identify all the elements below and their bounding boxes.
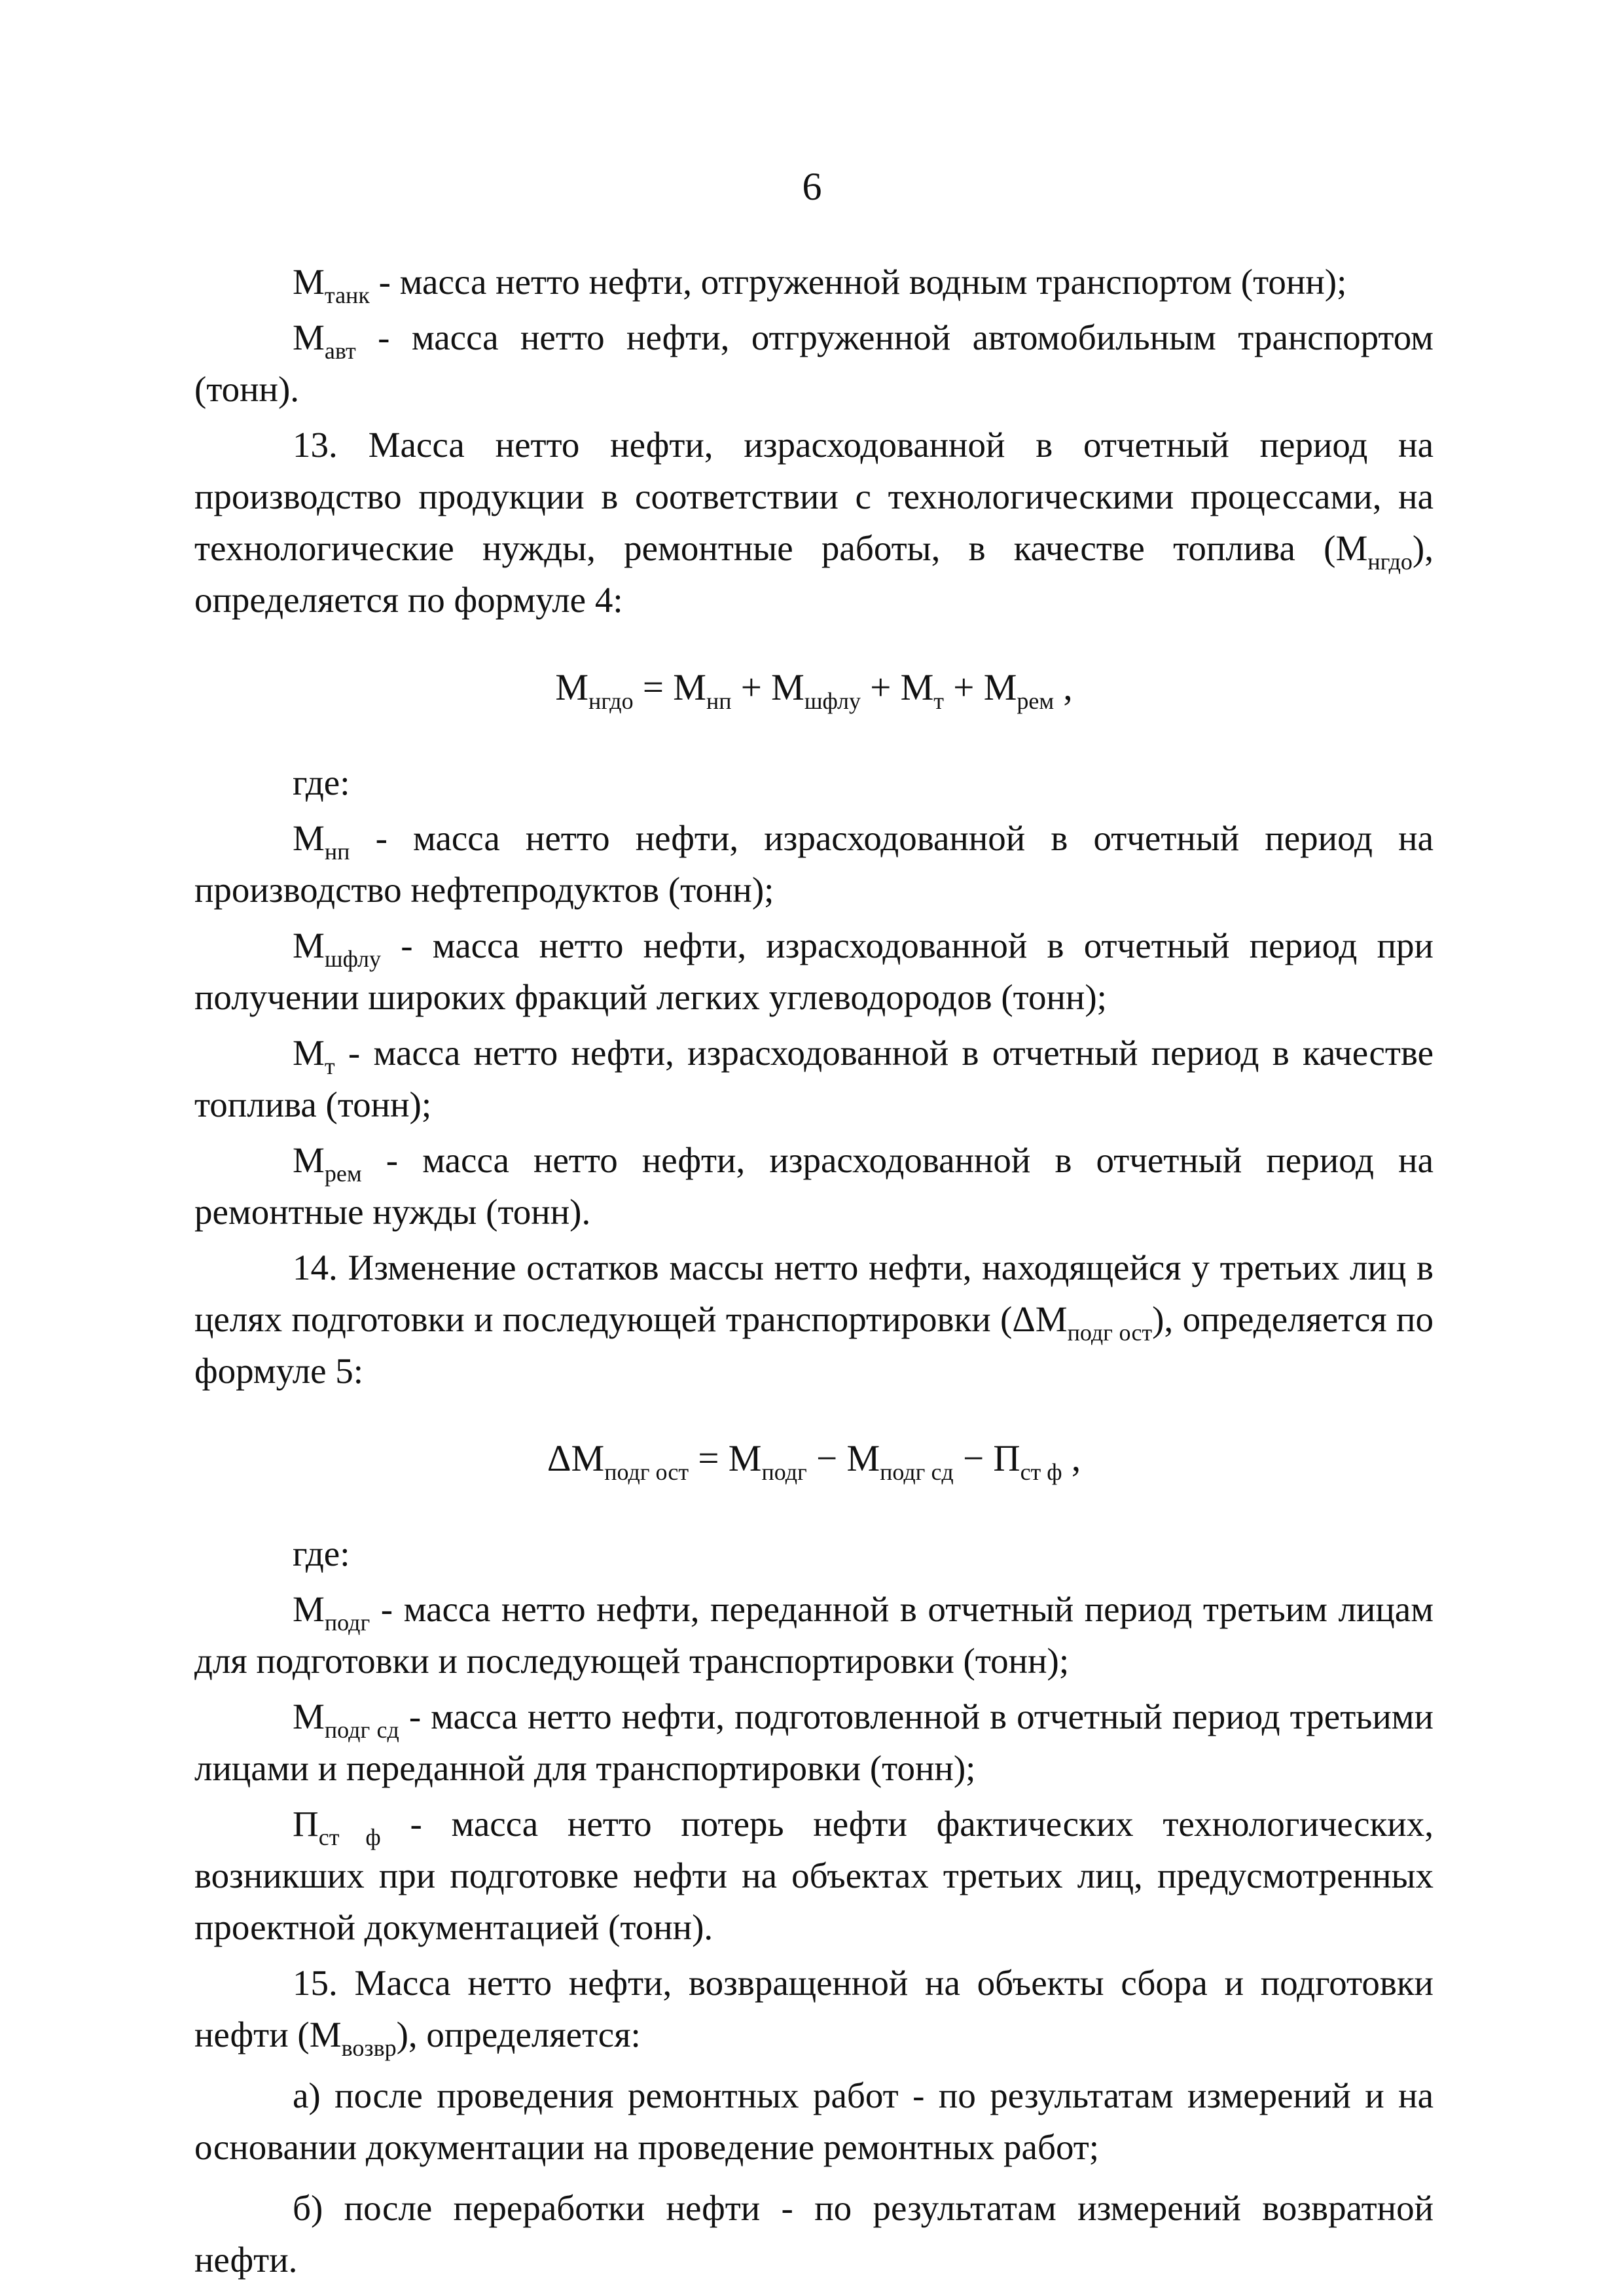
page-number: 6 xyxy=(802,165,822,208)
formula-5 xyxy=(194,1429,1434,1488)
document-body xyxy=(194,252,1434,2286)
symbol-subscript: рем xyxy=(324,1160,362,1187)
symbol-subscript: ст ф xyxy=(318,1824,381,1850)
definition-text: - масса нетто нефти, израсходованной в отчетный период при получении широких фракций легких углеводородов (тонн); xyxy=(194,925,1434,1017)
symbol: М xyxy=(293,1140,325,1180)
formula-symbol: М xyxy=(771,667,804,708)
formula-operator: + xyxy=(944,667,984,708)
formula-symbol: ΔМ xyxy=(547,1438,605,1479)
formula-symbol: М xyxy=(983,667,1017,708)
symbol-subscript: авт xyxy=(324,338,356,364)
definition-m-shflu xyxy=(194,920,1434,1023)
formula-operator: − xyxy=(806,1438,847,1479)
symbol-subscript: танк xyxy=(324,282,370,308)
symbol-subscript: возвр xyxy=(341,2035,397,2061)
paragraph-text: 13. Масса нетто нефти, израсходованной в отчетный период на производство продукции в соответствии с технологическими процессами, на технологические нужды, ремонтные работы, в качестве топлива ( xyxy=(194,425,1434,568)
formula-symbol: П xyxy=(993,1438,1020,1479)
symbol: М xyxy=(293,1696,325,1736)
list-item-b: б) после переработки нефти - по результатам измерений возвратной нефти. xyxy=(194,2188,1434,2280)
symbol: М xyxy=(309,2015,342,2054)
formula-subscript: рем xyxy=(1017,688,1055,714)
definition-p-st-f xyxy=(194,1798,1434,1953)
formula-subscript: шфлу xyxy=(804,688,861,714)
definition-m-t xyxy=(194,1027,1434,1130)
symbol-subscript: подг ост xyxy=(1067,1319,1153,1346)
formula-subscript: подг ост xyxy=(604,1459,689,1485)
definition-m-podg xyxy=(194,1583,1434,1687)
symbol-subscript: т xyxy=(324,1053,335,1079)
symbol: М xyxy=(1335,528,1368,568)
formula-symbol: М xyxy=(900,667,934,708)
paragraph-text: 14. Изменение остатков массы нетто нефти, находящейся у третьих лиц в целях подготовки и последующей транспортировки ( xyxy=(194,1247,1434,1339)
definition-text: - масса нетто нефти, подготовленной в отчетный период третьими лицами и переданной для транспортировки (тонн); xyxy=(194,1696,1434,1788)
formula-subscript: подг xyxy=(761,1459,807,1485)
definition-text: - масса нетто нефти, переданной в отчетный период третьим лицам для подготовки и последующей транспортировки (тонн); xyxy=(194,1589,1434,1681)
formula-subscript: т xyxy=(933,688,945,714)
symbol: П xyxy=(293,1804,319,1844)
where-label-2: где: xyxy=(293,1534,350,1573)
formula-operator: = xyxy=(689,1438,729,1479)
definition-text: - масса нетто нефти, отгруженной водным транспортом (тонн); xyxy=(369,262,1347,302)
paragraph-text: ), определяется по формуле 4: xyxy=(194,528,1434,620)
list-item-a: а) после проведения ремонтных работ - по результатам измерений и на основании документации на проведение ремонтных работ; xyxy=(194,2075,1434,2167)
formula-subscript: нп xyxy=(706,688,732,714)
paragraph-text: ), определяется по формуле 5: xyxy=(194,1299,1434,1391)
symbol: ΔМ xyxy=(1012,1299,1068,1339)
formula-operator: + xyxy=(860,667,901,708)
definition-text: - масса нетто потерь нефти фактических технологических, возникших при подготовке нефти на объектах третьих лиц, предусмотренных проектной документацией (тонн). xyxy=(194,1804,1434,1947)
symbol: М xyxy=(293,818,325,858)
definition-text: - масса нетто нефти, израсходованной в отчетный период на ремонтные нужды (тонн). xyxy=(194,1140,1434,1232)
formula-symbol: М xyxy=(673,667,706,708)
formula-punctuation: , xyxy=(1054,667,1073,708)
symbol: М xyxy=(293,1033,325,1073)
symbol-subscript: нп xyxy=(324,838,350,865)
where-label: где: xyxy=(293,762,350,802)
definition-m-podg-sd xyxy=(194,1691,1434,1794)
definition-m-tank xyxy=(194,256,1434,308)
paragraph-15 xyxy=(194,1957,1434,2060)
definition-m-rem xyxy=(194,1134,1434,1238)
formula-operator: − xyxy=(953,1438,994,1479)
definition-m-avt xyxy=(194,312,1434,415)
definition-text: - масса нетто нефти, израсходованной в отчетный период на производство нефтепродуктов (тонн); xyxy=(194,818,1434,910)
definition-m-np xyxy=(194,812,1434,916)
paragraph-text: ), определяется: xyxy=(396,2015,641,2054)
symbol: М xyxy=(293,1589,325,1629)
formula-subscript: ст ф xyxy=(1020,1459,1062,1485)
formula-symbol: М xyxy=(846,1438,880,1479)
formula-subscript: нгдо xyxy=(588,688,634,714)
symbol-subscript: шфлу xyxy=(324,946,382,972)
formula-operator: + xyxy=(731,667,772,708)
definition-text: - масса нетто нефти, израсходованной в отчетный период в качестве топлива (тонн); xyxy=(194,1033,1434,1124)
paragraph-text: 15. Масса нетто нефти, возвращенной на объекты сбора и подготовки нефти ( xyxy=(194,1963,1434,2054)
symbol: М xyxy=(293,925,325,965)
definition-text: - масса нетто нефти, отгруженной автомобильным транспортом (тонн). xyxy=(194,317,1434,409)
symbol-subscript: нгдо xyxy=(1367,548,1413,575)
formula-4 xyxy=(194,658,1434,717)
paragraph-13 xyxy=(194,419,1434,626)
paragraph-14 xyxy=(194,1242,1434,1397)
symbol: М xyxy=(293,317,325,357)
formula-operator: = xyxy=(633,667,674,708)
symbol-subscript: подг сд xyxy=(324,1717,399,1743)
symbol-subscript: подг xyxy=(324,1609,370,1636)
formula-symbol: М xyxy=(728,1438,762,1479)
formula-symbol: М xyxy=(555,667,589,708)
formula-subscript: подг сд xyxy=(880,1459,954,1485)
symbol: М xyxy=(293,262,325,302)
formula-punctuation: , xyxy=(1062,1438,1081,1479)
